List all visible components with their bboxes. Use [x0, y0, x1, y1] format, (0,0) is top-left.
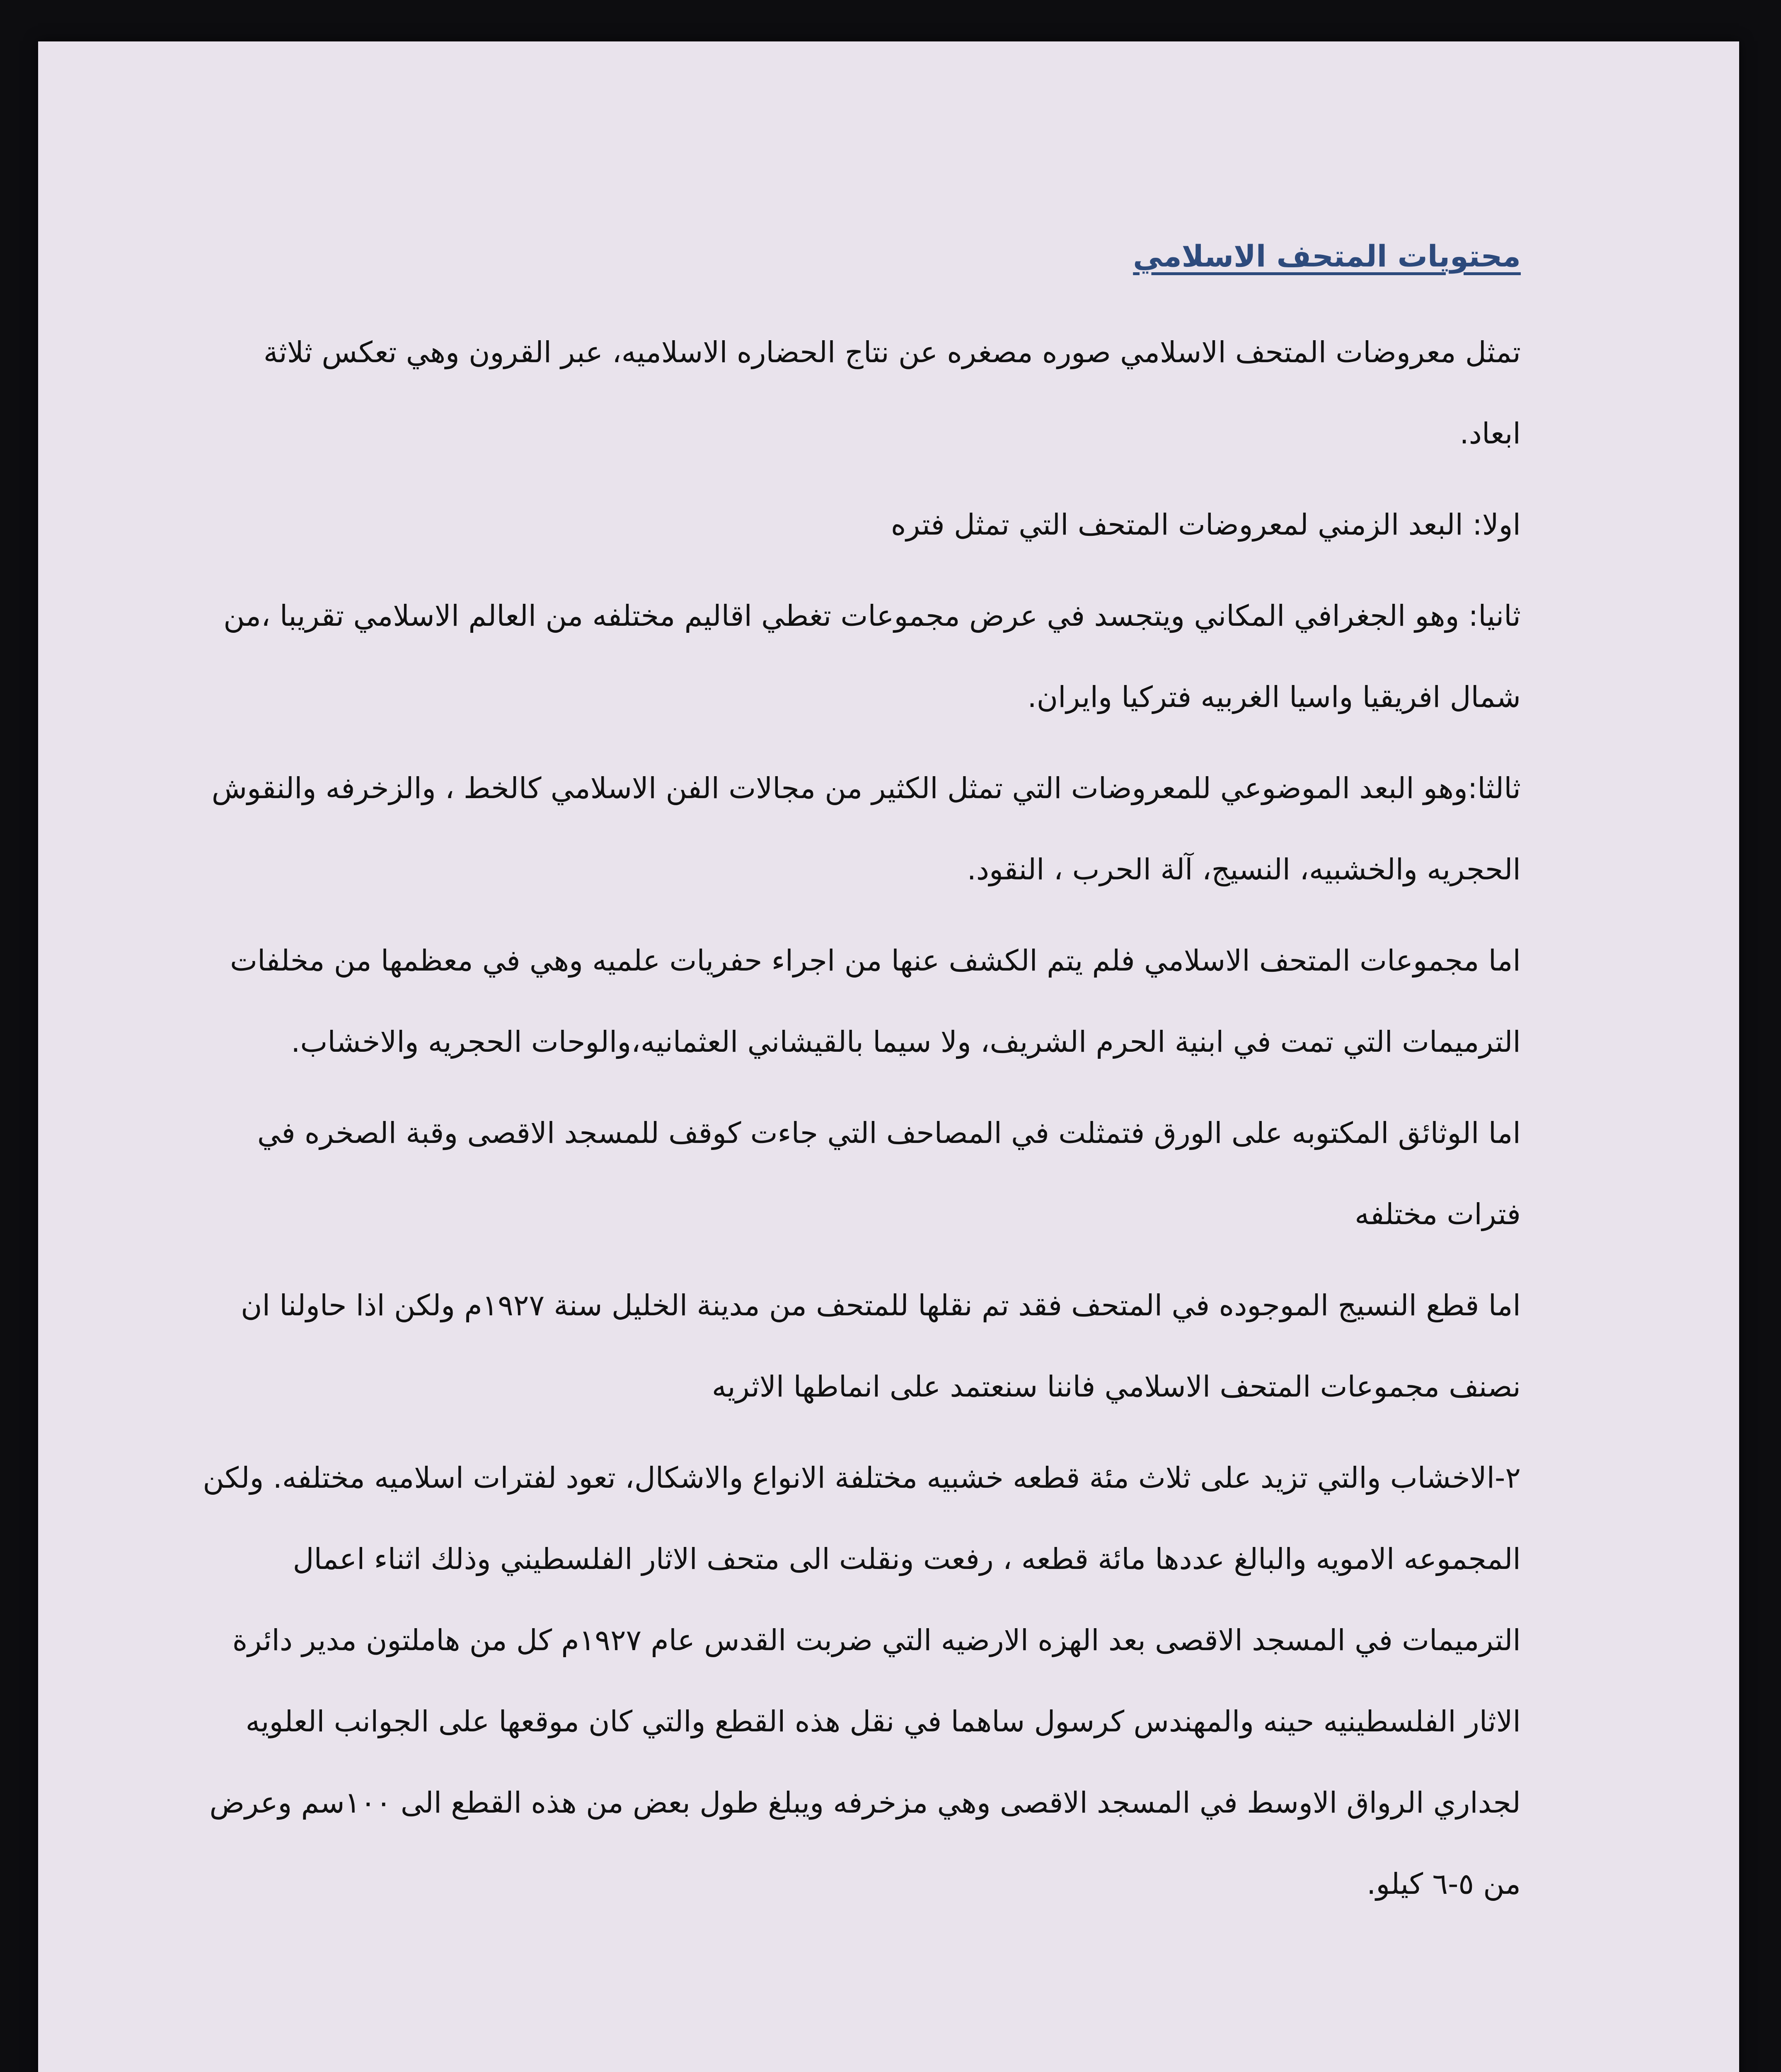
document-body	[199, 215, 1521, 1934]
paragraph-second-dimension: ثانيا: وهو الجغرافي المكاني ويتجسد في عرض مجموعات تغطي اقاليم مختلفه من العالم الاسلامي تقريبا ،من شمال افريقيا واسيا الغربيه فتركيا وايران.	[223, 599, 1521, 714]
document-title: محتويات المتحف الاسلامي	[1133, 239, 1521, 274]
paragraph-textiles: اما قطع النسيج الموجوده في المتحف فقد تم نقلها للمتحف من مدينة الخليل سنة ١٩٢٧م ولكن اذا حاولنا ان نصنف مجموعات المتحف الاسلامي فاننا سنعتمد على انماطها الاثريه	[241, 1288, 1521, 1404]
paragraph-manuscripts: اما الوثائق المكتوبه على الورق فتمثلت في المصاحف التي جاءت كوقف للمسجد الاقصى وقبة الصخره في فترات مختلفه	[257, 1116, 1521, 1231]
paragraph-woodwork: ٢-الاخشاب والتي تزيد على ثلاث مئة قطعه خشبيه مختلفة الانواع والاشكال، تعود لفترات اسلاميه مختلفه. ولكن المجموعه الامويه والبالغ عددها مائة قطعه ، رفعت ونقلت الى متحف الاثار الفلسطيني وذلك اثناء اعمال الترميمات في المسجد الاقصى بعد الهزه الارضيه التي ضربت القدس عام ١٩٢٧م كل من هاملتون مدير دائرة الاثار الفلسطينيه حينه والمهندس كرسول ساهما في نقل هذه القطع والتي كان موقعها على الجوانب العلويه لجداري الرواق الاوسط في المسجد الاقصى وهي مزخرفه ويبلغ طول بعض من هذه القطع الى ١٠٠سم وعرض من ٥-٦ كيلو.	[203, 1461, 1521, 1901]
paragraph-third-dimension: ثالثا:وهو البعد الموضوعي للمعروضات التي تمثل الكثير من مجالات الفن الاسلامي كالخط ، والزخرفه والنقوش الحجريه والخشبيه، النسيج، آلة الحرب ، النقود.	[211, 771, 1521, 886]
paragraph-first-dimension: اولا: البعد الزمني لمعروضات المتحف التي تمثل فتره	[890, 508, 1521, 542]
paragraph-intro: تمثل معروضات المتحف الاسلامي صوره مصغره عن نتاج الحضاره الاسلاميه، عبر القرون وهي تعكس ثلاثة ابعاد.	[263, 335, 1521, 450]
paragraph-collections: اما مجموعات المتحف الاسلامي فلم يتم الكشف عنها من اجراء حفريات علميه وهي في معظمها من مخلفات الترميمات التي تمت في ابنية الحرم الشريف، ولا سيما بالقيشاني العثمانيه،والوحات الحجريه والاخشاب.	[230, 944, 1521, 1059]
